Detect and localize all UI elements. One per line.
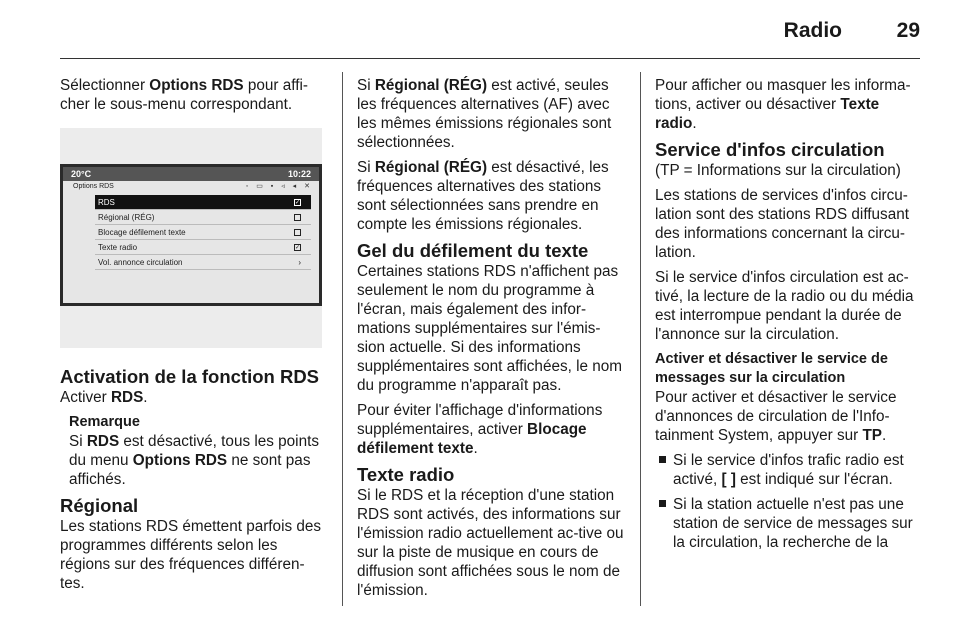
column-divider-1 xyxy=(342,72,343,606)
column-divider-2 xyxy=(640,72,641,606)
page-number: 29 xyxy=(896,19,920,42)
bullet-square-icon xyxy=(659,456,666,463)
activation-text: Activer RDS. xyxy=(60,389,148,406)
option-regional[interactable]: Régional (RÉG) xyxy=(95,210,311,225)
note-title: Remarque xyxy=(69,414,140,430)
checkbox-icon: ✓ xyxy=(295,200,301,206)
note-text: Si RDS est désactivé, tous les points du menu Options RDS ne sont pas affichés. xyxy=(69,433,319,488)
tp-text: Pour activer et désactiver le service d'annonces de circulation de l'Info-tainment System, appuyer sur TP. xyxy=(655,389,897,444)
column-1 xyxy=(60,76,326,599)
service-subheading: Activer et désactiver le service de messages sur la circulation xyxy=(655,351,888,386)
section-title: Radio xyxy=(783,19,842,42)
regional-heading: Régional xyxy=(60,495,139,516)
list-item: Si le service d'infos trafic radio est activé, [ ] est indiqué sur l'écran. xyxy=(655,451,923,489)
page-header xyxy=(0,0,960,60)
regional-text: Les stations RDS émettent parfois des programmes différents selon les régions sur des fréquences différen-tes. xyxy=(60,518,322,592)
checkbox-icon xyxy=(294,214,301,221)
clock: 10:22 xyxy=(287,168,311,179)
screen-title: Options RDS xyxy=(73,183,114,190)
texte-radio-heading: Texte radio xyxy=(357,464,455,485)
texte-radio-text: Si le RDS et la réception d'une station RDS sont activés, des informations sur l'émission radio actuellement ac-tive ou sur la piste de musique en cours de diffusion sont affichées sous le nom de l'émission. xyxy=(357,487,624,599)
activation-heading: Activation de la fonction RDS xyxy=(60,366,320,387)
chevron-right-icon: › xyxy=(298,258,301,267)
header-rule xyxy=(60,58,920,59)
gel-text-2: Pour éviter l'affichage d'informations supplémentaires, activer Blocage défilement texte. xyxy=(357,402,603,457)
option-rds[interactable]: RDS ✓ xyxy=(95,195,311,210)
service-heading: Service d'infos circulation xyxy=(655,139,885,160)
bullet-list xyxy=(655,451,923,552)
column-2 xyxy=(357,76,625,606)
toggle-info-text: Pour afficher ou masquer les informa-tions, activer ou désactiver Texte radio. xyxy=(655,77,911,132)
regional-on-text: Si Régional (RÉG) est activé, seules les fréquences alternatives (AF) avec les mêmes émissions régionales sont sélectionnées. xyxy=(357,77,612,151)
temperature: 20°C xyxy=(71,168,92,179)
gel-heading: Gel du défilement du texte xyxy=(357,240,589,261)
status-bar xyxy=(63,167,319,181)
gel-text: Certaines stations RDS n'affichent pas seulement le nom du programme à l'écran, mais également des infor-mations supplémentaires sur l'émis-sion actuelle. Si des informations supplémentaires sont affichées, le nom du programme n'apparaît pas. xyxy=(357,263,623,394)
service-text-1: Les stations de services d'infos circu-lation sont des stations RDS diffusant des informations concernant la circu-lation. xyxy=(655,187,909,261)
service-text-2: Si le service d'infos circulation est ac-tivé, la lecture de la radio ou du média est interrompue pendant la durée de l'annonce sur la circulation. xyxy=(655,269,914,343)
options-list xyxy=(63,193,319,303)
checkbox-icon: ✓ xyxy=(295,245,301,251)
option-vol-annonce[interactable]: Vol. annonce circulation › xyxy=(95,255,311,270)
list-item: Si la station actuelle n'est pas une station de service de messages sur la circulation, la recherche de la xyxy=(655,495,923,552)
service-subtitle: (TP = Informations sur la circulation) xyxy=(655,162,901,179)
bullet-square-icon xyxy=(659,500,666,507)
intro-paragraph: Sélectionner Options RDS pour affi-cher le sous-menu correspondant. xyxy=(60,77,308,113)
column-3 xyxy=(655,76,923,558)
option-blocage[interactable]: Blocage défilement texte xyxy=(95,225,311,240)
display-screen xyxy=(60,164,322,306)
checkbox-icon xyxy=(294,229,301,236)
screen-illustration xyxy=(60,128,322,348)
screen-title-row xyxy=(63,181,319,193)
note-block xyxy=(60,413,326,489)
regional-off-text: Si Régional (RÉG) est désactivé, les fréquences alternatives des stations sont sélectionnées sans prendre en compte les émissions régionales. xyxy=(357,159,609,233)
option-texte-radio[interactable]: Texte radio ✓ xyxy=(95,240,311,255)
status-icons: ◦ ▭ ▪ ◃ ◂ ✕ xyxy=(245,183,313,190)
